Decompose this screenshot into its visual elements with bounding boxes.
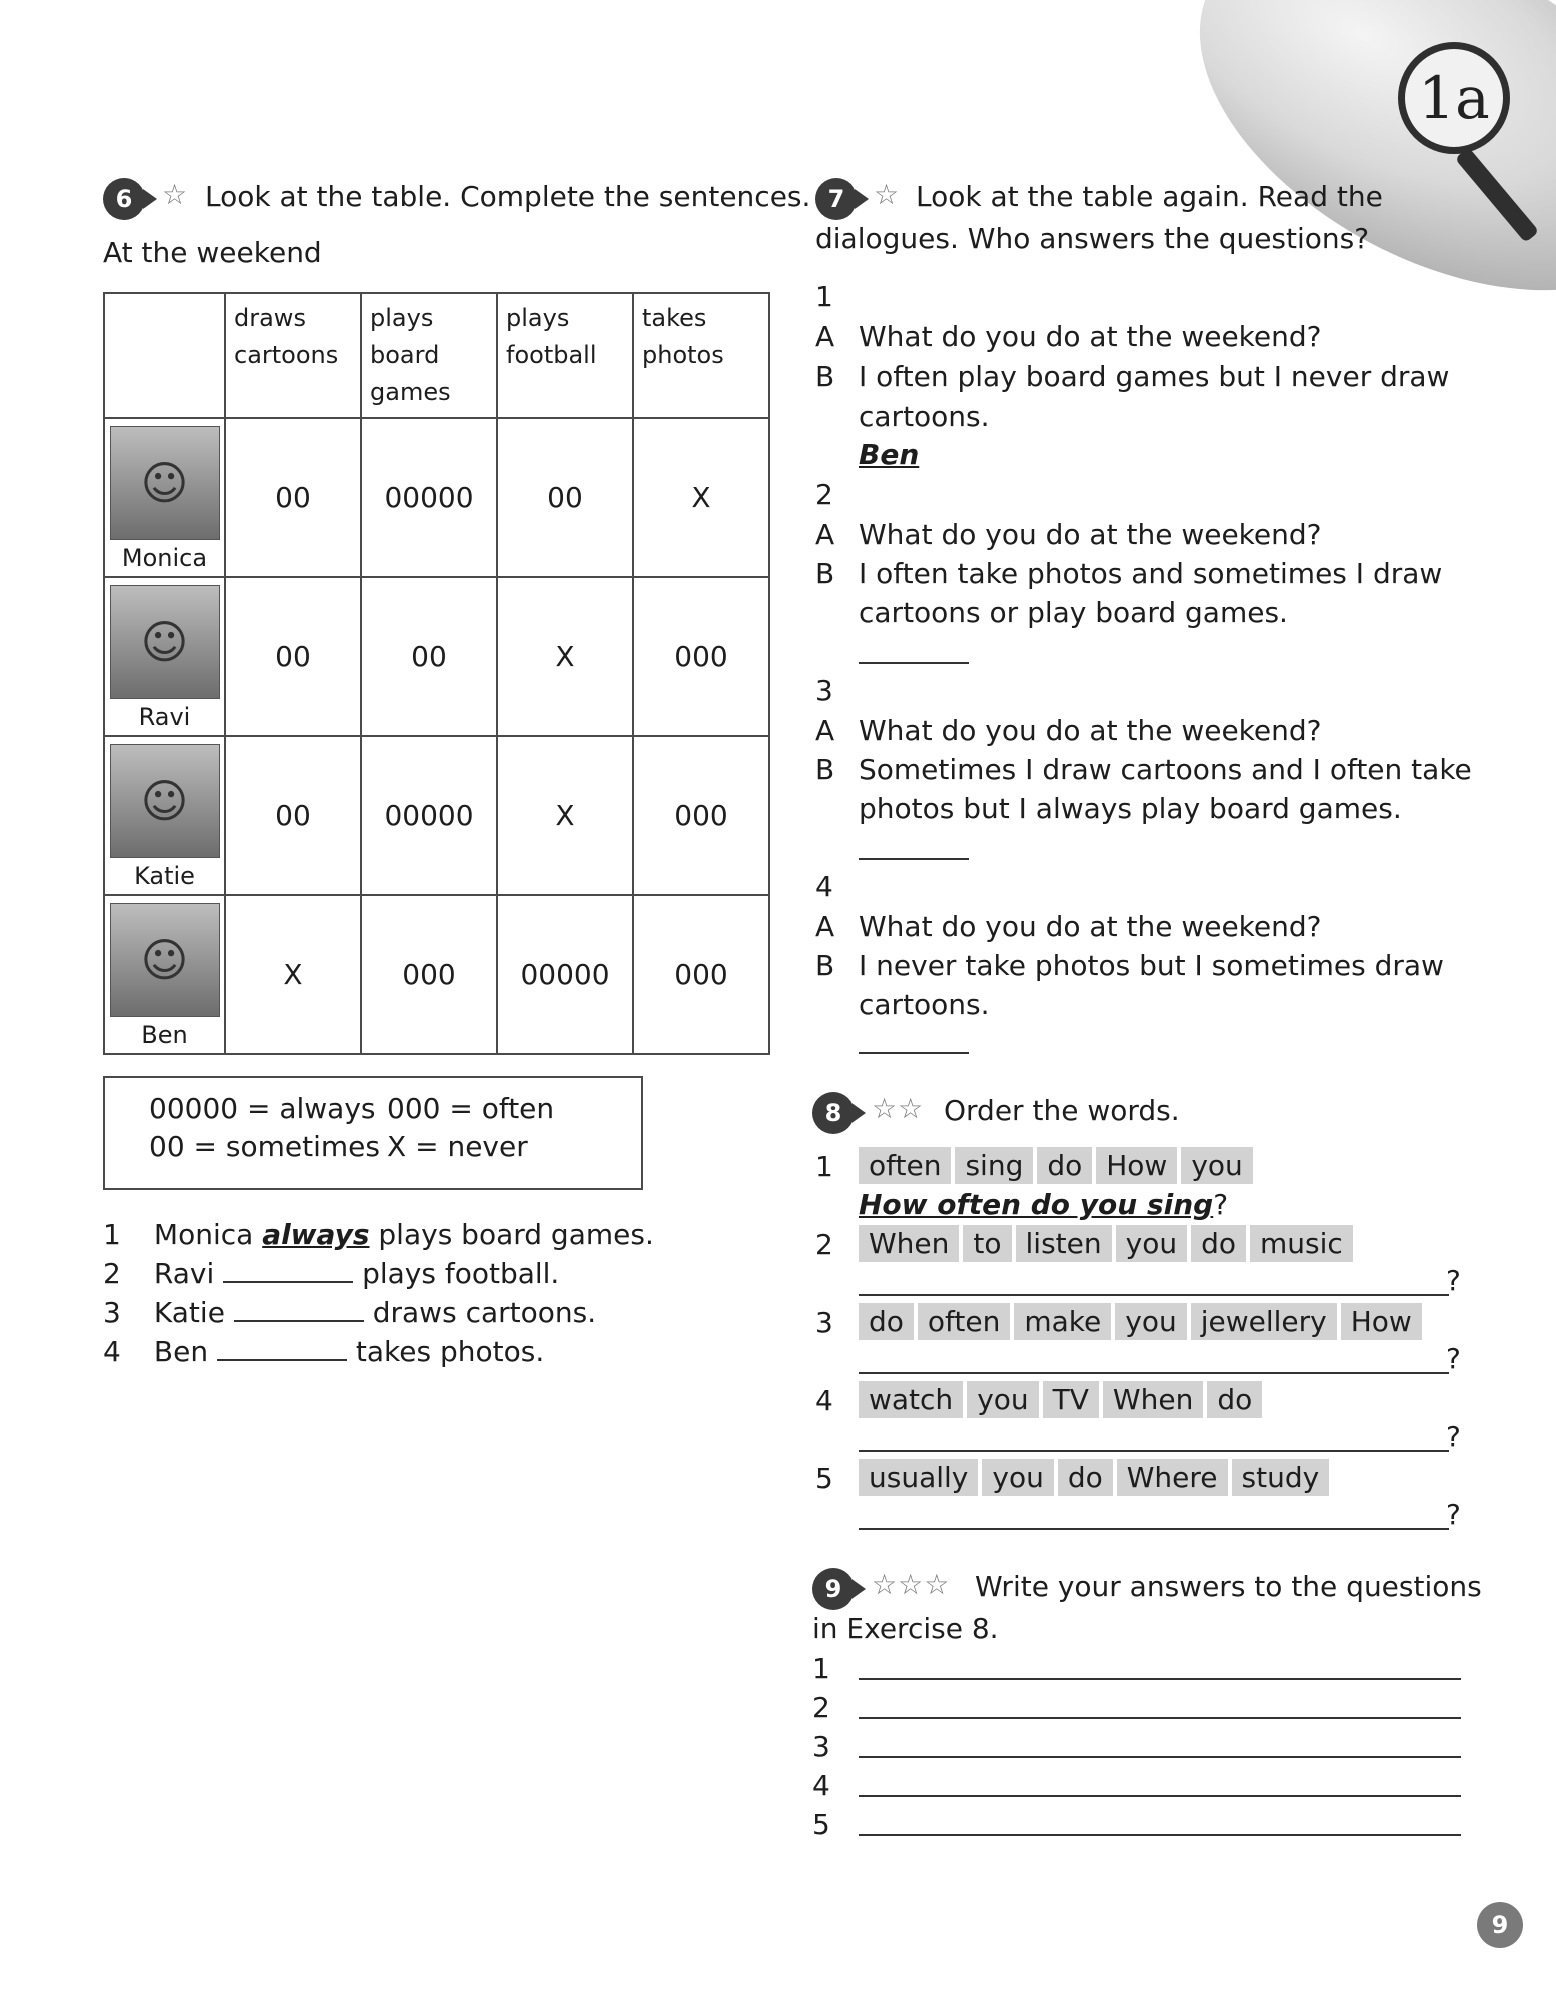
word-tile: often [918, 1303, 1010, 1340]
word-tile: often [859, 1147, 951, 1184]
ravi-photo: ☺ [110, 585, 220, 699]
answer-number: 5 [812, 1808, 830, 1841]
dialogue-number: 4 [815, 870, 833, 903]
star-icon: ☆ [162, 178, 189, 211]
exercise-6-instruction: Look at the table. Complete the sentences. [205, 180, 811, 213]
answer-number: 1 [812, 1652, 830, 1685]
sentence-rest: plays board games. [378, 1218, 654, 1251]
dialogue-number: 3 [815, 674, 833, 707]
table-cell: 000 [633, 895, 769, 1054]
answer-line[interactable] [859, 1372, 1449, 1374]
item-number: 3 [815, 1306, 833, 1339]
exercise-9-instruction-cont: in Exercise 8. [812, 1612, 999, 1645]
table-cell: X [497, 577, 633, 736]
word-tile: do [859, 1303, 914, 1340]
column-header: plays board games [361, 293, 497, 418]
dialogue-response-cont: photos but I always play board games. [859, 792, 1402, 825]
key-often: 000 = often [387, 1092, 555, 1125]
sentence-subject: Monica [153, 1218, 254, 1251]
word-tile: you [1115, 1303, 1186, 1340]
table-cell: 00000 [361, 736, 497, 895]
table-subtitle: At the weekend [103, 236, 322, 269]
sentence-rest: draws cartoons. [372, 1296, 597, 1329]
word-tiles [859, 1225, 1357, 1262]
word-tiles [859, 1147, 1257, 1184]
person-cell-monica [104, 418, 225, 577]
word-tile: make [1014, 1303, 1111, 1340]
dialogue-answer[interactable] [859, 630, 969, 664]
exercise-6-number: 6 [103, 178, 145, 220]
frequency-table [103, 292, 770, 1055]
star-icon: ☆ [874, 178, 901, 211]
frequency-key [103, 1076, 643, 1190]
dialogue-answer[interactable] [859, 826, 969, 860]
sentence-answer[interactable] [217, 1359, 347, 1361]
answer-line[interactable] [859, 1834, 1461, 1836]
person-name: Katie [134, 862, 195, 890]
person-cell-katie [104, 736, 225, 895]
sentence-answer: always [262, 1218, 370, 1251]
word-tile: do [1037, 1147, 1092, 1184]
sentence-subject: Ravi [153, 1257, 215, 1290]
person-name: Ravi [138, 703, 191, 731]
word-tile: jewellery [1191, 1303, 1337, 1340]
question-mark: ? [1446, 1420, 1461, 1453]
speaker-b: B [815, 557, 835, 590]
question-mark: ? [1446, 1498, 1461, 1531]
word-tiles [859, 1303, 1426, 1340]
word-tile: do [1058, 1459, 1113, 1496]
key-never: X = never [387, 1130, 528, 1163]
person-name: Ben [141, 1021, 188, 1049]
item-number: 1 [815, 1150, 833, 1183]
speaker-b: B [815, 753, 835, 786]
item-number: 5 [815, 1462, 833, 1495]
dialogue-answer: Ben [859, 438, 920, 471]
word-tile: listen [1016, 1225, 1112, 1262]
item-number: 4 [815, 1384, 833, 1417]
dialogue-number: 2 [815, 478, 833, 511]
column-header: plays football [497, 293, 633, 418]
word-tile: usually [859, 1459, 978, 1496]
exercise-8-number: 8 [812, 1092, 854, 1134]
answer-line[interactable] [859, 1795, 1461, 1797]
word-tile: you [1116, 1225, 1187, 1262]
dialogue-response-cont: cartoons. [859, 988, 990, 1021]
table-corner-cell [104, 293, 225, 418]
answer-number: 2 [812, 1691, 830, 1724]
table-cell: X [225, 895, 361, 1054]
table-cell: 000 [633, 577, 769, 736]
answer-number: 4 [812, 1769, 830, 1802]
sentence-number: 3 [103, 1296, 121, 1329]
table-cell: 000 [633, 736, 769, 895]
word-tile: do [1191, 1225, 1246, 1262]
dialogue-question: What do you do at the weekend? [859, 714, 1322, 747]
speaker-a: A [815, 714, 835, 747]
star-icon: ☆☆☆ [872, 1568, 951, 1601]
item-number: 2 [815, 1228, 833, 1261]
table-cell: 00 [361, 577, 497, 736]
word-tile: you [982, 1459, 1053, 1496]
word-tile: study [1232, 1459, 1330, 1496]
answer-line[interactable] [859, 1756, 1461, 1758]
column-header: takes photos [633, 293, 769, 418]
word-tile: Where [1117, 1459, 1228, 1496]
word-tile: When [1103, 1381, 1203, 1418]
exercise-9-instruction: Write your answers to the questions [975, 1570, 1482, 1603]
exercise-9-number: 9 [812, 1568, 854, 1610]
dialogue-number: 1 [815, 280, 833, 313]
table-cell: 00 [225, 418, 361, 577]
table-cell: 00 [225, 577, 361, 736]
table-cell: X [497, 736, 633, 895]
speaker-a: A [815, 910, 835, 943]
dialogue-question: What do you do at the weekend? [859, 518, 1322, 551]
answer-line[interactable] [859, 1294, 1449, 1296]
word-tile: When [859, 1225, 959, 1262]
answer-line[interactable] [859, 1678, 1461, 1680]
dialogue-response: I never take photos but I sometimes draw [859, 949, 1444, 982]
table-cell: 00 [225, 736, 361, 895]
sentence-rest: plays football. [362, 1257, 560, 1290]
exercise-7-instruction: Look at the table again. Read the [916, 180, 1383, 213]
word-tile: to [963, 1225, 1011, 1262]
page-number: 9 [1477, 1902, 1523, 1948]
exercise-8-instruction: Order the words. [944, 1094, 1180, 1127]
person-cell-ravi [104, 577, 225, 736]
dialogue-response: I often take photos and sometimes I draw [859, 557, 1443, 590]
column-header: draws cartoons [225, 293, 361, 418]
person-name: Monica [121, 544, 208, 572]
katie-photo: ☺ [110, 744, 220, 858]
person-cell-ben [104, 895, 225, 1054]
word-tile: sing [955, 1147, 1033, 1184]
word-tile: you [1181, 1147, 1252, 1184]
word-tiles [859, 1381, 1266, 1418]
word-tile: How [1341, 1303, 1422, 1340]
table-cell: 000 [361, 895, 497, 1054]
sentence-answer[interactable] [223, 1281, 353, 1283]
sentence-row [103, 1218, 654, 1251]
answer-number: 3 [812, 1730, 830, 1763]
sentence-subject: Ben [153, 1335, 209, 1368]
table-cell: X [633, 418, 769, 577]
word-tile: do [1207, 1381, 1262, 1418]
dialogue-response-cont: cartoons or play board games. [859, 596, 1288, 629]
speaker-a: A [815, 320, 835, 353]
question-mark: ? [1446, 1264, 1461, 1297]
monica-photo: ☺ [110, 426, 220, 540]
sentence-row [103, 1257, 559, 1290]
dialogue-response-cont: cartoons. [859, 400, 990, 433]
dialogue-answer[interactable] [859, 1020, 969, 1054]
sentence-answer[interactable] [234, 1320, 364, 1322]
example-answer: How often do you sing [859, 1188, 1214, 1221]
table-cell: 00 [497, 418, 633, 577]
word-tile: How [1096, 1147, 1177, 1184]
sentence-number: 1 [103, 1218, 121, 1251]
sentence-number: 2 [103, 1257, 121, 1290]
question-mark: ? [1213, 1188, 1229, 1221]
table-cell: 00000 [361, 418, 497, 577]
word-tile: you [967, 1381, 1038, 1418]
sentence-row [103, 1335, 544, 1368]
star-icon: ☆☆ [872, 1092, 925, 1125]
dialogue-response: I often play board games but I never draw [859, 360, 1450, 393]
exercise-7-number: 7 [815, 178, 857, 220]
dialogue-question: What do you do at the weekend? [859, 910, 1322, 943]
example-answer-row [859, 1188, 1228, 1221]
sentence-rest: takes photos. [355, 1335, 545, 1368]
table-cell: 00000 [497, 895, 633, 1054]
sentence-subject: Katie [153, 1296, 225, 1329]
dialogue-response: Sometimes I draw cartoons and I often take [859, 753, 1472, 786]
key-sometimes: 00 = sometimes [149, 1130, 380, 1163]
word-tile: music [1250, 1225, 1353, 1262]
answer-line[interactable] [859, 1528, 1449, 1530]
word-tiles [859, 1459, 1333, 1496]
unit-badge: 1a [1398, 42, 1510, 154]
sentence-row [103, 1296, 596, 1329]
exercise-7-instruction-cont: dialogues. Who answers the questions? [815, 222, 1370, 255]
word-tile: watch [859, 1381, 963, 1418]
word-tile: TV [1043, 1381, 1099, 1418]
speaker-b: B [815, 949, 835, 982]
dialogue-question: What do you do at the weekend? [859, 320, 1322, 353]
key-always: 00000 = always [149, 1092, 376, 1125]
ben-photo: ☺ [110, 903, 220, 1017]
question-mark: ? [1446, 1342, 1461, 1375]
speaker-a: A [815, 518, 835, 551]
answer-line[interactable] [859, 1717, 1461, 1719]
sentence-number: 4 [103, 1335, 121, 1368]
answer-line[interactable] [859, 1450, 1449, 1452]
speaker-b: B [815, 360, 835, 393]
